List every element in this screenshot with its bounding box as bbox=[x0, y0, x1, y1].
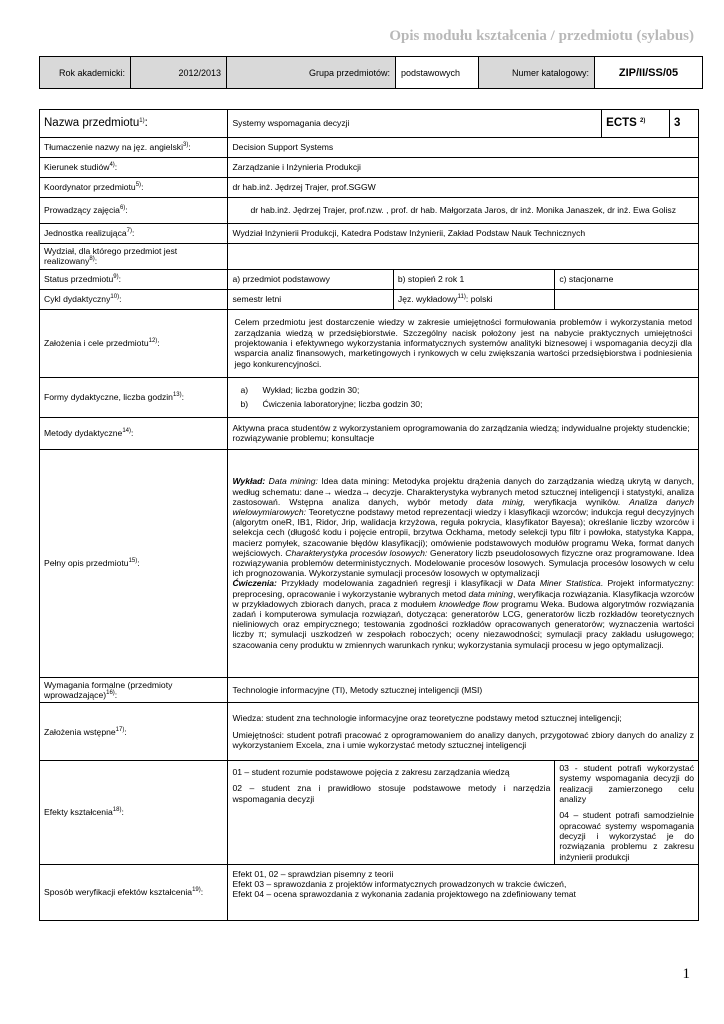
page-number: 1 bbox=[682, 966, 690, 982]
effects-right bbox=[555, 761, 699, 865]
year-label: Rok akademicki: bbox=[40, 57, 131, 89]
prereq-label-cell: Założenia wstępne$^{17)}$: bbox=[40, 703, 228, 761]
effect-04: 04 – student potrafi samodzielnie opracować systemy wspomagania decyzji i wykorzystać je do rozwiązania problemu z zakresu inżynierii produkcji bbox=[559, 810, 694, 862]
verif-value bbox=[228, 864, 699, 920]
lect-label-cell: Prowadzący zajęcia$^{6)}$: bbox=[40, 198, 228, 224]
group-value: podstawowych bbox=[396, 57, 479, 89]
syllabus-table bbox=[39, 109, 699, 921]
goals-label-cell: Założenia i cele przedmiotu$^{12)}$: bbox=[40, 309, 228, 377]
methods-value: Aktywna praca studentów z wykorzystaniem oprogramowania do zarządzania wiedzą; indywidualne projekty studenckie; rozwiązywanie problemu; konsultacje bbox=[228, 417, 699, 449]
unit-value: Wydział Inżynierii Produkcji, Katedra Podstaw Inżynierii, Zakład Podstaw Nauk Technicznych bbox=[228, 224, 699, 244]
ects-value: 3 bbox=[670, 110, 699, 138]
field-label-cell: Kierunek studiów$^{4)}$: bbox=[40, 158, 228, 178]
lect-value: dr hab.inż. Jędrzej Trajer, prof.nzw. , prof. dr hab. Małgorzata Jaros, dr inż. Monika Janaszek, dr inż. Ewa Golisz bbox=[228, 198, 699, 224]
full-description: Wykład: Data mining: Idea data mining: Metodyka projektu drążenia danych do zarządzania wiedzą ukrytą w danych, według schematu: dane→ wiedza→ decyzje. Charakterystyka wybranych metod sztucznej inteligencji i statystyki, analiza zastosowań. Wstępna analiza danych, wybór metody data minig, weryfikacja wyników. Analiza danych wielowymiarowych: Teoretyczne podstawy metod reprezentacji wiedzy i klasyfikacji wzorców; indukcja reguł decyzyjnych (algorytm oneR, IB1, Ridor, Jrip, walidacja krzyżowa, reguła pokrycia, klasyfikator Bayesa); określanie liczby wzorców i selekcja cech (długość kodu i pojęcie entropii, brzytwa Ockhama, metody selekcji typu filtr i powłoka, statystyka Kappa, macierz pomyłek, szacowanie błędów klasyfikacji); omówienie podstawowych modułów programu Weka, format danych wejściowych. Charakterystyka procesów losowych: Generatory liczb pseudolosowych fizyczne oraz programowane. Idea rozwiązywania problemów deterministycznych. Modelowanie procesów losowych. Symulacja procesów losowych w celu ich prognozowania. Wykorzystanie symulacji procesów losowych w optymalizacji Ćwiczenia: Przykłady modelowania zagadnień regresji i klasyfikacji w Data Miner Statistica. Projekt informatyczny: preprocesing, opracowanie i wykorzystanie wybranych metod data mining, weryfikacja rozwiązania. Klasyfikacja wzorców w przykładowych zbiorach danych, praca z modułem knowledge flow programu Weka. Budowa algorytmów rozwiązania zadań i komputerowa symulacja rozwiązań, dotycząca: generatorów LCG, generatorów liczb rozkładów teoretycznych nieliniowych oraz empirycznego; testowania zgodności rozkładów opracowanych generatorów; wyznaczenia wartości liczby π; symulacji uszkodzeń w zespołach roboczych; oceny niezawodności; symulacji pracy zakładu usługowego; szacowania ceny produktu w zmiennych warunkach rynku; wykorzystania symulacji procesu w jego optymalizacji. bbox=[228, 449, 699, 677]
full-label-cell: Pełny opis przedmiotu$^{15)}$: bbox=[40, 449, 228, 677]
name-value: Systemy wspomagania decyzji bbox=[228, 110, 602, 138]
faculty-label-cell: Wydział, dla którego przedmiot jest realizowany$^{8)}$: bbox=[40, 244, 228, 270]
formal-label-cell: Wymagania formalne (przedmioty wprowadzające)$^{16)}$: bbox=[40, 677, 228, 703]
status-label-cell: Status przedmiotu$^{9)}$: bbox=[40, 269, 228, 289]
cycle-label-cell: Cykl dydaktyczny$^{10)}$: bbox=[40, 289, 228, 309]
forms-label-cell: Formy dydaktyczne, liczba godzin$^{13)}$: bbox=[40, 377, 228, 417]
status-c: c) stacjonarne bbox=[555, 269, 699, 289]
year-value: 2012/2013 bbox=[131, 57, 227, 89]
formal-value: Technologie informacyjne (TI), Metody sztucznej inteligencji (MSI) bbox=[228, 677, 699, 703]
lang-cell: Jęz. wykładowy$^{11)}$: polski bbox=[393, 289, 554, 309]
verif-label-cell: Sposób weryfikacji efektów kształcenia$^{19)}$: bbox=[40, 864, 228, 920]
effect-03: 03 - student potrafi wykorzystać systemy wspomagania decyzji do realizacji zamierzonego celu analizy bbox=[559, 763, 694, 805]
unit-label-cell: Jednostka realizująca$^{7)}$: bbox=[40, 224, 228, 244]
catalog-value: ZIP/II/SS/05 bbox=[595, 57, 703, 89]
verif-line-2: Efekt 03 – sprawozdania z projektów informatycznych prowadzonych w trakcie ćwiczeń, bbox=[232, 879, 567, 890]
meta-table bbox=[39, 56, 703, 89]
catalog-label: Numer katalogowy: bbox=[479, 57, 595, 89]
document-title: Opis modułu kształcenia / przedmiotu (sylabus) bbox=[389, 28, 694, 44]
group-label: Grupa przedmiotów: bbox=[227, 57, 396, 89]
faculty-value bbox=[228, 244, 699, 270]
cycle-empty bbox=[555, 289, 699, 309]
name-label-cell: Nazwa przedmiotu$^{1)}$: bbox=[40, 110, 228, 138]
effects-label-cell: Efekty kształcenia$^{18)}$: bbox=[40, 761, 228, 865]
effect-01: 01 – student rozumie podstawowe pojęcia z zakresu zarządzania wiedzą bbox=[232, 767, 510, 778]
eng-label-cell: Tłumaczenie nazwy na jęz. angielski$^{3)}$: bbox=[40, 138, 228, 158]
cycle-value: semestr letni bbox=[228, 289, 393, 309]
effect-02: 02 – student zna i prawidłowo stosuje podstawowe metody i narzędzia wspomagania decyzji bbox=[232, 783, 551, 804]
forms-item-a: a) Wykład; liczba godzin 30; bbox=[240, 384, 360, 395]
verif-line-3: Efekt 04 – ocena sprawozdania z wykonania zadania projektowego na zdefiniowany temat bbox=[232, 889, 576, 900]
coord-label-cell: Koordynator przedmiotu$^{5)}$: bbox=[40, 178, 228, 198]
prereq-value bbox=[228, 703, 699, 761]
ects-label-cell: ECTS $^{2)}$ bbox=[602, 110, 670, 138]
goals-value: Celem przedmiotu jest dostarczenie wiedzy w zakresie umiejętności formułowania problemów i wykorzystania metod zarządzania wiedzą w przedsiębiorstwie. Szczególny nacisk położony jest na nabycie praktycznych umiejętności projektowania i efektywnego wykorzystania informatycznych systemów analityki biznesowej i wspomagania decyzji dla wsparcia analiz finansowych, marketingowych i rynkowych w celu zwiększania wartości przedsiębiorstwa i podniesienia jego konkurencyjności. bbox=[228, 309, 699, 377]
eng-value: Decision Support Systems bbox=[228, 138, 699, 158]
effects-left bbox=[228, 761, 555, 865]
methods-label-cell: Metody dydaktyczne$^{14)}$: bbox=[40, 417, 228, 449]
coord-value: dr hab.inż. Jędrzej Trajer, prof.SGGW bbox=[228, 178, 699, 198]
status-a: a) przedmiot podstawowy bbox=[228, 269, 393, 289]
prereq-knowledge: Wiedza: student zna technologie informacyjne oraz teoretyczne podstawy metod sztucznej inteligencji; bbox=[232, 713, 622, 724]
status-b: b) stopień 2 rok 1 bbox=[393, 269, 554, 289]
forms-item-b: b) Ćwiczenia laboratoryjne; liczba godzin 30; bbox=[240, 399, 423, 410]
prereq-skills: Umiejętności: student potrafi pracować z oprogramowaniem do analizy danych, przygotować zbiory danych do analizy z wykorzystaniem Excela, zna i umie wykorzystać metody sztucznej inteligencji bbox=[232, 729, 694, 750]
forms-value bbox=[228, 377, 699, 417]
verif-line-1: Efekt 01, 02 – sprawdzian pisemny z teorii bbox=[232, 868, 394, 879]
field-value: Zarządzanie i Inżynieria Produkcji bbox=[228, 158, 699, 178]
